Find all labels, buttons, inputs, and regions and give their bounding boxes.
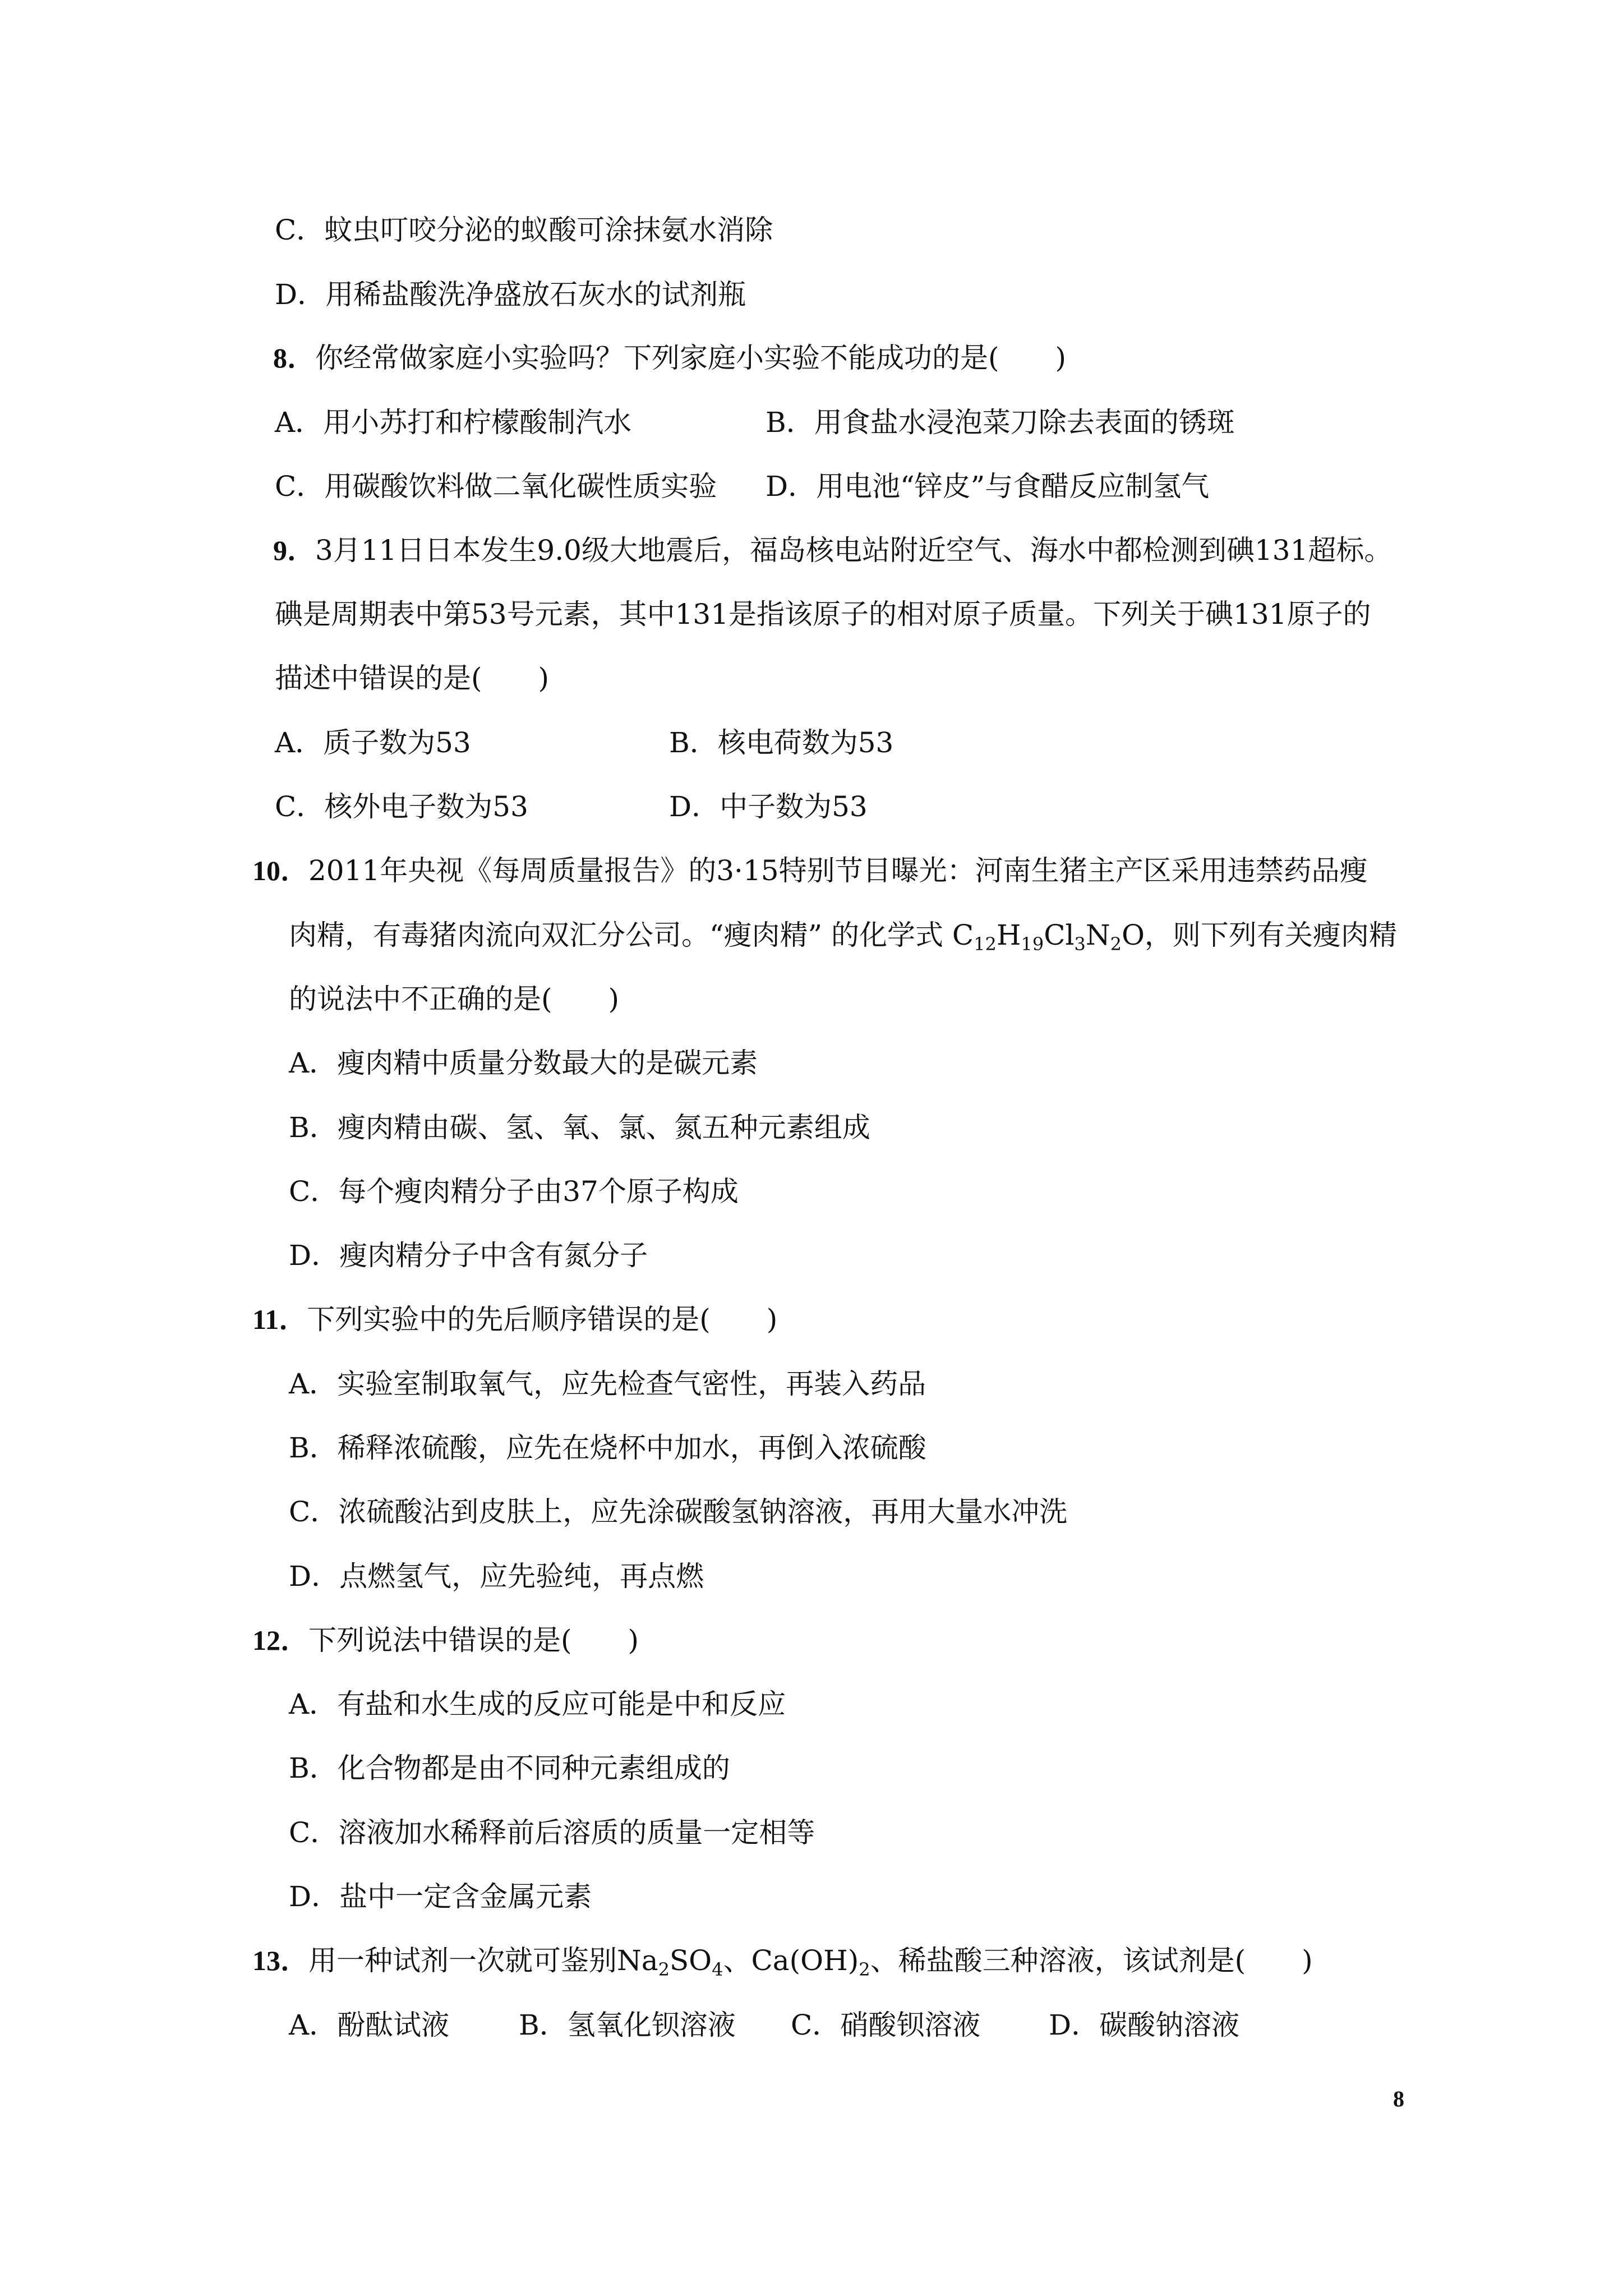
q10-option-b: B．瘦肉精由碳、氢、氧、氯、氮五种元素组成: [289, 1111, 870, 1144]
q12-option-d: D．盐中一定含金属元素: [289, 1880, 592, 1913]
q10-text-2b: O，则下列有关瘦肉精: [1121, 919, 1397, 951]
q9-number: 9．: [273, 535, 315, 566]
q13-option-c: C．硝酸钡溶液: [791, 2009, 981, 2041]
q11-number: 11．: [252, 1304, 307, 1335]
formula-sub-19: 19: [1021, 933, 1044, 955]
q13-option-a: A．酚酞试液: [289, 2009, 450, 2041]
formula-h: H: [996, 919, 1021, 951]
formula-cl: Cl: [1044, 919, 1075, 951]
q11-text: 下列实验中的先后顺序错误的是( ): [307, 1303, 778, 1336]
q9-stem-line2: 碘是周期表中第53号元素，其中131是指该原子的相对原子质量。下列关于碘131原子的: [275, 598, 1371, 631]
q13-option-b: B．氢氧化钡溶液: [519, 2009, 736, 2041]
q9-option-a: A．质子数为53: [275, 726, 471, 759]
formula-so: SO: [669, 1944, 712, 1977]
q13-option-d: D．碳酸钠溶液: [1049, 2009, 1240, 2041]
q8-number: 8．: [273, 342, 315, 374]
q12-option-b: B．化合物都是由不同种元素组成的: [289, 1752, 730, 1784]
q13-number: 13．: [252, 1945, 308, 1976]
q11-option-a: A．实验室制取氧气，应先检查气密性，再装入药品: [289, 1368, 926, 1400]
q9-text-1: 3月11日日本发生9.0级大地震后，福岛核电站附近空气、海水中都检测到碘131超标。: [315, 534, 1393, 567]
q12-option-c: C．溶液加水稀释前后溶质的质量一定相等: [289, 1816, 815, 1849]
q8-option-d: D．用电池“锌皮”与食醋反应制氢气: [766, 470, 1210, 503]
q11-option-d: D．点燃氢气，应先验纯，再点燃: [289, 1560, 704, 1593]
q10-stem-line1: [252, 851, 1368, 890]
q11-stem: [252, 1300, 777, 1339]
q12-stem: [252, 1621, 639, 1660]
q10-option-a: A．瘦肉精中质量分数最大的是碳元素: [289, 1047, 758, 1079]
q9-stem-line1: [273, 531, 1392, 570]
q9-option-c: C．核外电子数为53: [275, 790, 528, 823]
q7-option-d: D．用稀盐酸洗净盛放石灰水的试剂瓶: [275, 278, 746, 311]
page-number: 8: [1393, 2086, 1404, 2111]
q10-stem-line2: [289, 915, 1397, 955]
q13-stem: [252, 1941, 1313, 1980]
q10-option-c: C．每个瘦肉精分子由37个原子构成: [289, 1175, 739, 1208]
q13-text-c: 、稀盐酸三种溶液，该试剂是( ): [870, 1944, 1313, 1977]
q10-text-1: 2011年央视《每周质量报告》的3·15特别节目曝光：河南生猪主产区采用违禁药品瘦: [308, 854, 1368, 887]
q10-number: 10．: [252, 855, 308, 886]
q9-option-b: B．核电荷数为53: [669, 726, 894, 759]
q10-option-d: D．瘦肉精分子中含有氮分子: [289, 1239, 648, 1272]
q11-option-b: B．稀释浓硫酸，应先在烧杯中加水，再倒入浓硫酸: [289, 1432, 926, 1464]
q10-text-2a: 肉精，有毒猪肉流向双汇分公司。“瘦肉精” 的化学式 C: [289, 919, 974, 951]
q11-option-c: C．浓硫酸沾到皮肤上，应先涂碳酸氢钠溶液，再用大量水冲洗: [289, 1496, 1068, 1528]
formula-sub-12: 12: [974, 933, 997, 955]
q8-option-c: C．用碳酸饮料做二氧化碳性质实验: [275, 470, 717, 503]
oh-sub-2: 2: [859, 1959, 870, 1980]
q7-option-c: C．蚊虫叮咬分泌的蚁酸可涂抹氨水消除: [275, 214, 773, 246]
q10-stem-line3: 的说法中不正确的是( ): [289, 983, 620, 1015]
q8-stem: [273, 338, 1066, 378]
q8-text: 你经常做家庭小实验吗？下列家庭小实验不能成功的是( ): [315, 342, 1067, 374]
q12-text: 下列说法中错误的是( ): [308, 1624, 639, 1657]
q12-number: 12．: [252, 1625, 308, 1656]
q13-text-b: 、Ca(OH): [723, 1944, 859, 1977]
q9-option-d: D．中子数为53: [669, 790, 868, 823]
q8-option-b: B．用食盐水浸泡菜刀除去表面的锈斑: [766, 406, 1235, 439]
na-sub-2: 2: [658, 1959, 670, 1980]
q12-option-a: A．有盐和水生成的反应可能是中和反应: [289, 1688, 786, 1720]
formula-n: N: [1085, 919, 1110, 951]
formula-sub-3: 3: [1074, 933, 1086, 955]
formula-sub-2: 2: [1110, 933, 1122, 955]
so-sub-4: 4: [712, 1959, 723, 1980]
q9-stem-line3: 描述中错误的是( ): [275, 662, 550, 694]
q13-text-a: 用一种试剂一次就可鉴别Na: [308, 1944, 658, 1977]
q8-option-a: A．用小苏打和柠檬酸制汽水: [275, 406, 632, 439]
